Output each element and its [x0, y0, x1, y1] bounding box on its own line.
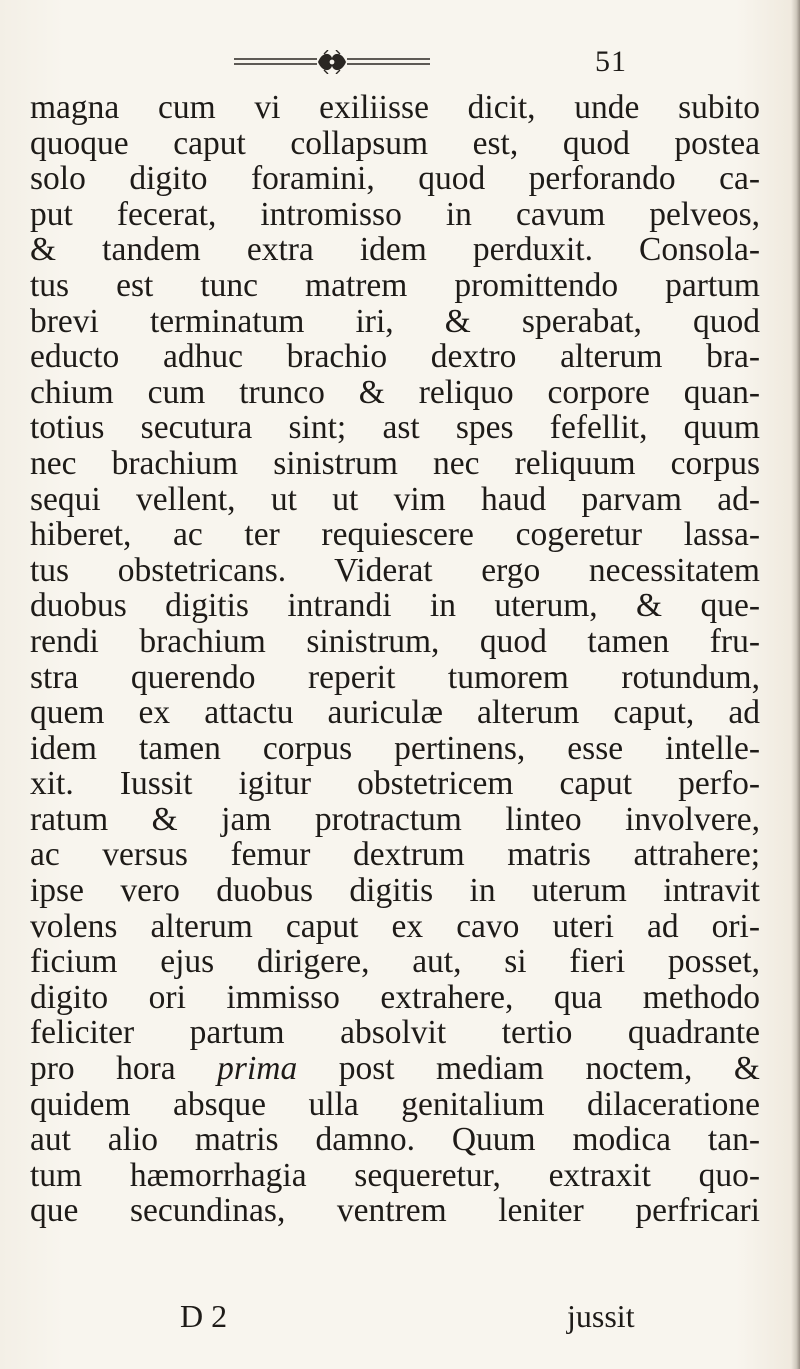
text-segment: & tandem extra idem perduxit. Consola-: [30, 231, 760, 269]
text-line: [30, 944, 760, 980]
text-segment: totius secutura sint; ast spes fefellit, quum: [30, 409, 760, 447]
text-segment: magna cum vi exiliisse dicit, unde subito: [30, 89, 760, 126]
text-segment: quem ex attactu auriculæ alterum caput, ad: [30, 694, 760, 732]
text-segment: post mediam noctem, &: [297, 1050, 760, 1088]
text-line: [30, 90, 760, 126]
text-segment: sequi vellent, ut ut vim haud parvam ad-: [30, 480, 760, 518]
text-line: [30, 339, 760, 375]
text-line: [30, 1015, 760, 1051]
text-line: [30, 232, 760, 268]
text-line: [30, 268, 760, 304]
text-line: [30, 873, 760, 909]
text-line: [30, 731, 760, 767]
text-line: [30, 126, 760, 162]
text-line: [30, 1051, 760, 1087]
text-segment: tus est tunc matrem promittendo partum: [30, 266, 760, 304]
text-line: [30, 802, 760, 838]
text-line: [30, 766, 760, 802]
text-segment: ac versus femur dextrum matris attrahere;: [30, 836, 760, 874]
text-line: [30, 375, 760, 411]
ornamental-rule-icon: [232, 50, 432, 74]
body-text: [30, 90, 760, 1229]
text-line: [30, 161, 760, 197]
text-line: [30, 660, 760, 696]
text-segment: educto adhuc brachio dextro alterum bra-: [30, 338, 760, 376]
text-line: [30, 553, 760, 589]
signature-mark: D 2: [180, 1298, 228, 1334]
text-segment: digito ori immisso extrahere, qua methodo: [30, 978, 760, 1016]
text-segment: tus obstetricans. Viderat ergo necessitatem: [30, 551, 760, 589]
text-line: [30, 1087, 760, 1123]
text-segment: quoque caput collapsum est, quod postea: [30, 124, 760, 162]
text-line: [30, 197, 760, 233]
text-segment: hiberet, ac ter requiescere cogeretur lassa-: [30, 516, 760, 554]
text-line: [30, 517, 760, 553]
text-line: [30, 1158, 760, 1194]
text-segment: rendi brachium sinistrum, quod tamen fru-: [30, 622, 760, 660]
text-line: [30, 446, 760, 482]
page-number: 51: [595, 45, 627, 78]
text-line: [30, 304, 760, 340]
text-segment: pro hora: [30, 1050, 218, 1088]
text-segment: idem tamen corpus pertinens, esse intelle-: [30, 729, 760, 767]
text-segment: stra querendo reperit tumorem rotundum,: [30, 658, 760, 696]
text-line: [30, 695, 760, 731]
text-segment: ratum & jam protractum linteo involvere,: [30, 800, 760, 838]
text-segment: volens alterum caput ex cavo uteri ad ori-: [30, 907, 760, 945]
text-line: [30, 980, 760, 1016]
text-segment: ficium ejus dirigere, aut, si fieri posset,: [30, 943, 760, 981]
text-line: [30, 909, 760, 945]
text-segment: put fecerat, intromisso in cavum pelveos,: [30, 195, 760, 233]
text-segment: nec brachium sinistrum nec reliquum corpus: [30, 444, 760, 482]
text-segment: chium cum trunco & reliquo corpore quan-: [30, 373, 760, 411]
text-segment: solo digito foramini, quod perforando ca-: [30, 160, 760, 198]
text-line: [30, 1193, 760, 1229]
text-segment: que secundinas, ventrem leniter perfricari: [30, 1192, 760, 1230]
text-segment: quidem absque ulla genitalium dilaceratione: [30, 1085, 760, 1123]
text-segment: xit. Iussit igitur obstetricem caput perfo-: [30, 765, 760, 803]
text-segment: brevi terminatum iri, & sperabat, quod: [30, 302, 760, 340]
italic-word: prima: [217, 1050, 298, 1088]
text-line: [30, 1122, 760, 1158]
text-segment: tum hæmorrhagia sequeretur, extraxit quo-: [30, 1156, 760, 1194]
page-edge-shadow: [791, 0, 800, 1369]
text-segment: aut alio matris damno. Quum modica tan-: [30, 1121, 760, 1159]
text-segment: duobus digitis intrandi in uterum, & que-: [30, 587, 760, 625]
catchword: jussit: [567, 1298, 635, 1334]
text-line: [30, 588, 760, 624]
text-segment: ipse vero duobus digitis in uterum intravit: [30, 872, 760, 910]
text-line: [30, 624, 760, 660]
text-segment: feliciter partum absolvit tertio quadrante: [30, 1014, 760, 1052]
text-line: [30, 837, 760, 873]
text-line: [30, 410, 760, 446]
text-line: [30, 482, 760, 518]
